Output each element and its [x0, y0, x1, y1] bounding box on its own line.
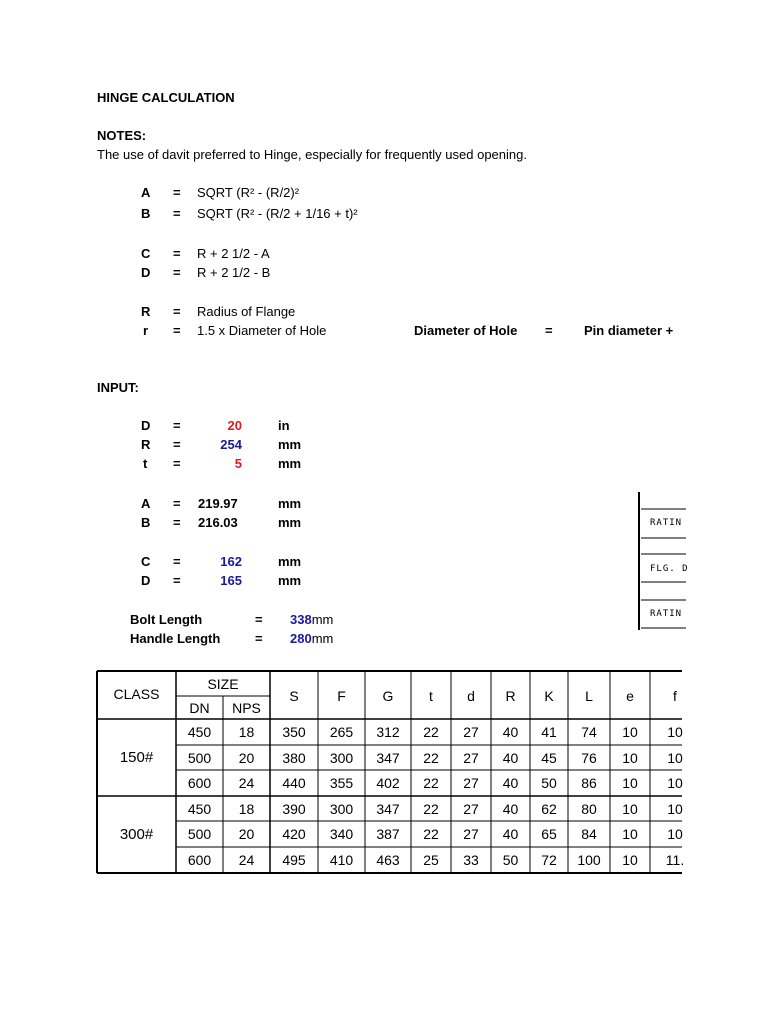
- table-cell: 22: [423, 750, 439, 766]
- table-header-size: SIZE: [207, 676, 239, 692]
- table-cell: 340: [329, 826, 354, 842]
- handle-length-unit: mm: [311, 631, 334, 646]
- input-value[interactable]: 5: [234, 456, 242, 471]
- table-cell: 41: [541, 724, 557, 740]
- result-value: 219.97: [198, 496, 238, 511]
- table-cell: 18: [238, 724, 255, 740]
- table-cell: 312: [376, 724, 400, 740]
- bolt-length-value: 338: [290, 612, 312, 627]
- handle-length-equals: =: [255, 631, 263, 646]
- table-cell: 62: [541, 801, 557, 817]
- formula-expression: SQRT (R² - (R/2)²: [197, 185, 300, 200]
- table-cell: 10: [622, 826, 638, 842]
- formula-symbol: A: [141, 185, 151, 200]
- table-cell: 40: [502, 775, 519, 791]
- table-header: e: [626, 688, 634, 704]
- hole-note-value: Pin diameter +: [584, 323, 674, 338]
- formula-symbol: C: [141, 246, 151, 261]
- table-cell: 410: [329, 852, 354, 868]
- table-cell: 10: [622, 775, 638, 791]
- table-cell: 40: [502, 801, 519, 817]
- table-cell: 22: [423, 775, 439, 791]
- table-cell: 10: [667, 750, 683, 766]
- table-cell: 10: [622, 801, 638, 817]
- result-symbol: A: [141, 496, 151, 511]
- table-header-class: CLASS: [113, 686, 160, 702]
- table-cell: 24: [238, 775, 255, 791]
- table-cell: 50: [541, 775, 557, 791]
- table-cell: 20: [238, 826, 255, 842]
- input-value: 254: [220, 437, 242, 452]
- table-header-dn: DN: [189, 700, 210, 716]
- table-cell: 300: [329, 801, 354, 817]
- table-header: R: [505, 688, 516, 704]
- table-cell: 40: [502, 750, 519, 766]
- table-cell: 40: [502, 826, 519, 842]
- table-cell: 22: [423, 801, 439, 817]
- table-header: L: [585, 688, 593, 704]
- table-cell: 25: [423, 852, 439, 868]
- table-header: S: [289, 688, 299, 704]
- table-cell: 450: [187, 724, 212, 740]
- input-symbol: D: [141, 418, 151, 433]
- result-value: 216.03: [198, 515, 238, 530]
- table-cell: 100: [577, 852, 601, 868]
- table-cell: 440: [282, 775, 306, 791]
- table-cell: 450: [187, 801, 212, 817]
- result-equals: =: [173, 573, 181, 588]
- table-cell: 72: [541, 852, 557, 868]
- result-equals: =: [173, 496, 181, 511]
- formula-expression: 1.5 x Diameter of Hole: [197, 323, 327, 338]
- input-equals: =: [173, 456, 181, 471]
- table-cell: 10: [622, 724, 638, 740]
- input-symbol: t: [143, 456, 148, 471]
- notes-heading: NOTES:: [97, 128, 147, 143]
- formula-equals: =: [173, 265, 181, 280]
- table-header: t: [429, 688, 433, 704]
- table-cell: 300: [329, 750, 354, 766]
- table-cell: 50: [502, 852, 519, 868]
- table-cell: 27: [463, 750, 479, 766]
- formula-symbol: r: [143, 323, 149, 338]
- bolt-length-unit: mm: [311, 612, 334, 627]
- reference-label: RATIN: [650, 609, 683, 619]
- input-unit: mm: [278, 437, 302, 452]
- table-header: F: [337, 688, 346, 704]
- table-cell: 84: [581, 826, 597, 842]
- table-cell: 22: [423, 724, 439, 740]
- table-cell: 27: [463, 775, 479, 791]
- formula-symbol: R: [141, 304, 151, 319]
- table-header: G: [382, 688, 394, 704]
- table-cell: 347: [376, 801, 400, 817]
- table-cell: 74: [581, 724, 597, 740]
- table-cell: 24: [238, 852, 255, 868]
- table-cell: 22: [423, 826, 439, 842]
- reference-label: FLG. D: [650, 564, 689, 574]
- input-value[interactable]: 20: [227, 418, 242, 433]
- result-unit: mm: [278, 554, 302, 569]
- result-equals: =: [173, 554, 181, 569]
- table-cell: 80: [581, 801, 597, 817]
- table-cell: 10: [667, 775, 683, 791]
- table-cell: 10: [622, 750, 638, 766]
- formula-equals: =: [173, 246, 181, 261]
- formula-expression: R + 2 1/2 - A: [197, 246, 270, 261]
- table-cell: 10: [667, 724, 683, 740]
- notes-text: The use of davit preferred to Hinge, especially for frequently used opening.: [97, 147, 527, 162]
- input-unit: mm: [278, 456, 302, 471]
- table-cell: 27: [463, 801, 479, 817]
- formula-equals: =: [173, 206, 181, 221]
- hole-note-label: Diameter of Hole: [414, 323, 518, 338]
- table-cell: 33: [463, 852, 479, 868]
- table-cell: 402: [376, 775, 400, 791]
- table-cell: 20: [238, 750, 255, 766]
- table-cell: 18: [238, 801, 255, 817]
- hole-note-equals: =: [545, 323, 553, 338]
- table-cell: 600: [187, 852, 212, 868]
- table-cell: 65: [541, 826, 557, 842]
- table-cell: 265: [329, 724, 354, 740]
- reference-label: RATIN: [650, 518, 683, 528]
- handle-length-label: Handle Length: [130, 631, 221, 646]
- input-unit: in: [278, 418, 290, 433]
- input-equals: =: [173, 437, 181, 452]
- formula-expression: Radius of Flange: [197, 304, 296, 319]
- result-symbol: B: [141, 515, 151, 530]
- table-cell: 463: [376, 852, 400, 868]
- bolt-length-equals: =: [255, 612, 263, 627]
- table-class-label: 300#: [119, 826, 154, 843]
- table-header: d: [467, 688, 475, 704]
- table-cell: 495: [282, 852, 306, 868]
- formula-symbol: D: [141, 265, 151, 280]
- table-cell: 27: [463, 826, 479, 842]
- result-value: 162: [220, 554, 242, 569]
- table-cell: 27: [463, 724, 479, 740]
- formula-expression: R + 2 1/2 - B: [197, 265, 271, 280]
- table-cell: 390: [282, 801, 306, 817]
- table-class-label: 150#: [119, 749, 154, 766]
- result-unit: mm: [278, 573, 302, 588]
- table-cell: 387: [376, 826, 400, 842]
- result-equals: =: [173, 515, 181, 530]
- input-heading: INPUT:: [97, 380, 139, 395]
- table-cell: 600: [187, 775, 212, 791]
- formula-equals: =: [173, 323, 181, 338]
- bolt-length-label: Bolt Length: [130, 612, 203, 627]
- formula-equals: =: [173, 304, 181, 319]
- table-header: K: [544, 688, 554, 704]
- table-cell: 355: [329, 775, 354, 791]
- formula-equals: =: [173, 185, 181, 200]
- table-cell: 380: [282, 750, 306, 766]
- table-cell: 76: [581, 750, 597, 766]
- result-symbol: D: [141, 573, 151, 588]
- table-cell: 40: [502, 724, 519, 740]
- table-header-nps: NPS: [232, 700, 261, 716]
- table-cell: 347: [376, 750, 400, 766]
- result-unit: mm: [278, 496, 302, 511]
- table-cell: 500: [187, 750, 212, 766]
- formula-symbol: B: [141, 206, 151, 221]
- table-header: f: [673, 688, 677, 704]
- result-value: 165: [220, 573, 242, 588]
- result-unit: mm: [278, 515, 302, 530]
- table-cell: 11.: [665, 852, 685, 868]
- handle-length-value: 280: [290, 631, 312, 646]
- result-symbol: C: [141, 554, 151, 569]
- formula-expression: SQRT (R² - (R/2 + 1/16 + t)²: [197, 206, 358, 221]
- table-cell: 45: [541, 750, 557, 766]
- input-symbol: R: [141, 437, 151, 452]
- table-cell: 10: [667, 826, 683, 842]
- table-cell: 86: [581, 775, 597, 791]
- table-cell: 500: [187, 826, 212, 842]
- table-cell: 420: [282, 826, 306, 842]
- table-cell: 10: [622, 852, 638, 868]
- page-title: HINGE CALCULATION: [97, 90, 235, 105]
- input-equals: =: [173, 418, 181, 433]
- table-cell: 10: [667, 801, 683, 817]
- table-cell: 350: [282, 724, 306, 740]
